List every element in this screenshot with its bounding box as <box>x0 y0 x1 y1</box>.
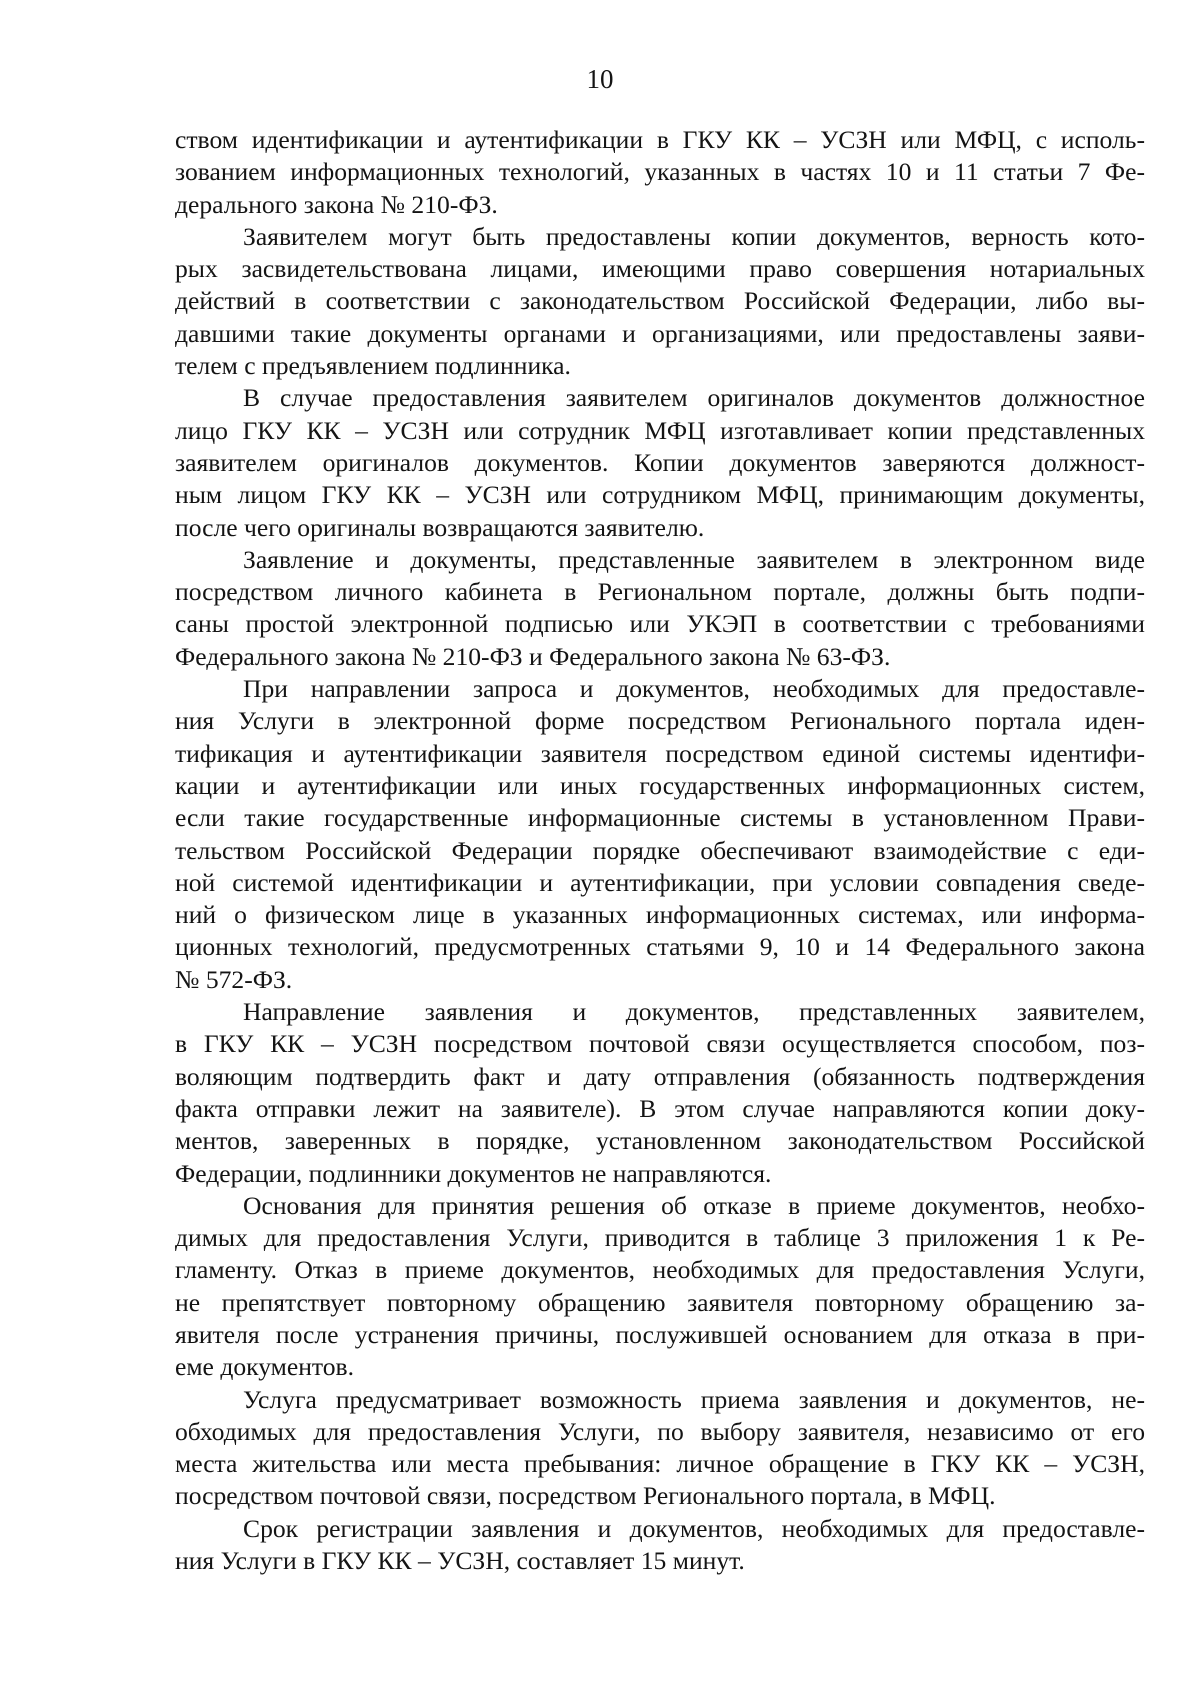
text-line: заявителем оригиналов документов. Копии документов заверяются должност- <box>175 447 1145 477</box>
text-line: Услуга предусматривает возможность приема заявления и документов, не- <box>243 1384 1145 1414</box>
text-line: посредством почтовой связи, посредством Регионального портала, в МФЦ. <box>175 1481 996 1511</box>
text-line: В случае предоставления заявителем оригиналов документов должностное <box>243 383 1145 413</box>
text-line: явителя после устранения причины, послужившей основанием для отказа в при- <box>175 1319 1145 1349</box>
paragraph <box>175 221 1145 382</box>
text-line: еме документов. <box>175 1352 355 1382</box>
text-line: гламенту. Отказ в приеме документов, необходимых для предоставления Услуги, <box>175 1255 1145 1285</box>
text-line: Федерации, подлинники документов не направляются. <box>175 1158 772 1188</box>
text-line: факта отправки лежит на заявителе). В этом случае направляются копии доку- <box>175 1093 1145 1123</box>
paragraph <box>175 1384 1145 1513</box>
text-line: Заявление и документы, представленные заявителем в электронном виде <box>243 544 1145 574</box>
text-line: дерального закона № 210-ФЗ. <box>175 189 498 219</box>
text-line: кации и аутентификации или иных государственных информационных систем, <box>175 770 1145 800</box>
paragraph <box>175 673 1145 996</box>
text-line: посредством личного кабинета в Региональном портале, должны быть подпи- <box>175 577 1145 607</box>
text-line: ционных технологий, предусмотренных статьями 9, 10 и 14 Федерального закона <box>175 932 1145 962</box>
document-body <box>175 124 1145 1577</box>
paragraph <box>175 1513 1145 1578</box>
text-line: действий в соответствии с законодательством Российской Федерации, либо вы- <box>175 286 1145 316</box>
paragraph <box>175 1190 1145 1384</box>
text-line: зованием информационных технологий, указанных в частях 10 и 11 статьи 7 Фе- <box>175 157 1145 187</box>
text-line: не препятствует повторному обращению заявителя повторному обращению за- <box>175 1287 1145 1317</box>
text-line: если такие государственные информационные системы в установленном Прави- <box>175 803 1145 833</box>
text-line: Федерального закона № 210-ФЗ и Федерального закона № 63-ФЗ. <box>175 641 891 671</box>
text-line: ния Услуги в электронной форме посредством Регионального портала иден- <box>175 706 1145 736</box>
text-line: ний о физическом лице в указанных информационных системах, или информа- <box>175 900 1145 930</box>
text-line: ной системой идентификации и аутентификации, при условии совпадения сведе- <box>175 867 1145 897</box>
text-line: после чего оригиналы возвращаются заявителю. <box>175 512 705 542</box>
text-line: Основания для принятия решения об отказе в приеме документов, необхо- <box>243 1190 1145 1220</box>
paragraph <box>175 544 1145 673</box>
text-line: тельством Российской Федерации порядке обеспечивают взаимодействие с еди- <box>175 835 1145 865</box>
text-line: ным лицом ГКУ КК – УСЗН или сотрудником МФЦ, принимающим документы, <box>175 480 1145 510</box>
text-line: обходимых для предоставления Услуги, по выбору заявителя, независимо от его <box>175 1416 1145 1446</box>
text-line: димых для предоставления Услуги, приводится в таблице 3 приложения 1 к Ре- <box>175 1223 1145 1253</box>
text-line: ментов, заверенных в порядке, установленном законодательством Российской <box>175 1126 1145 1156</box>
text-line: телем с предъявлением подлинника. <box>175 351 571 381</box>
text-line: места жительства или места пребывания: личное обращение в ГКУ КК – УСЗН, <box>175 1449 1145 1479</box>
text-line: воляющим подтвердить факт и дату отправления (обязанность подтверждения <box>175 1061 1145 1091</box>
paragraph <box>175 996 1145 1190</box>
text-line: лицо ГКУ КК – УСЗН или сотрудник МФЦ изготавливает копии представленных <box>175 415 1145 445</box>
page-number: 10 <box>586 64 614 94</box>
text-line: № 572-ФЗ. <box>175 964 293 994</box>
text-line: саны простой электронной подписью или УКЭП в соответствии с требованиями <box>175 609 1145 639</box>
text-line: При направлении запроса и документов, необходимых для предоставле- <box>243 674 1145 704</box>
text-line: ния Услуги в ГКУ КК – УСЗН, составляет 15 минут. <box>175 1546 745 1576</box>
text-line: Срок регистрации заявления и документов, необходимых для предоставле- <box>243 1513 1145 1543</box>
text-line: Направление заявления и документов, представленных заявителем, <box>243 997 1145 1027</box>
text-line: тификация и аутентификации заявителя посредством единой системы идентифи- <box>175 738 1145 768</box>
paragraph <box>175 124 1145 221</box>
text-line: Заявителем могут быть предоставлены копии документов, верность кото- <box>243 221 1145 251</box>
text-line: давшими такие документы органами и организациями, или предоставлены заяви- <box>175 318 1145 348</box>
text-line: рых засвидетельствована лицами, имеющими право совершения нотариальных <box>175 254 1145 284</box>
text-line: в ГКУ КК – УСЗН посредством почтовой связи осуществляется способом, поз- <box>175 1029 1145 1059</box>
text-line: ством идентификации и аутентификации в ГКУ КК – УСЗН или МФЦ, с исполь- <box>175 125 1145 154</box>
paragraph <box>175 382 1145 543</box>
